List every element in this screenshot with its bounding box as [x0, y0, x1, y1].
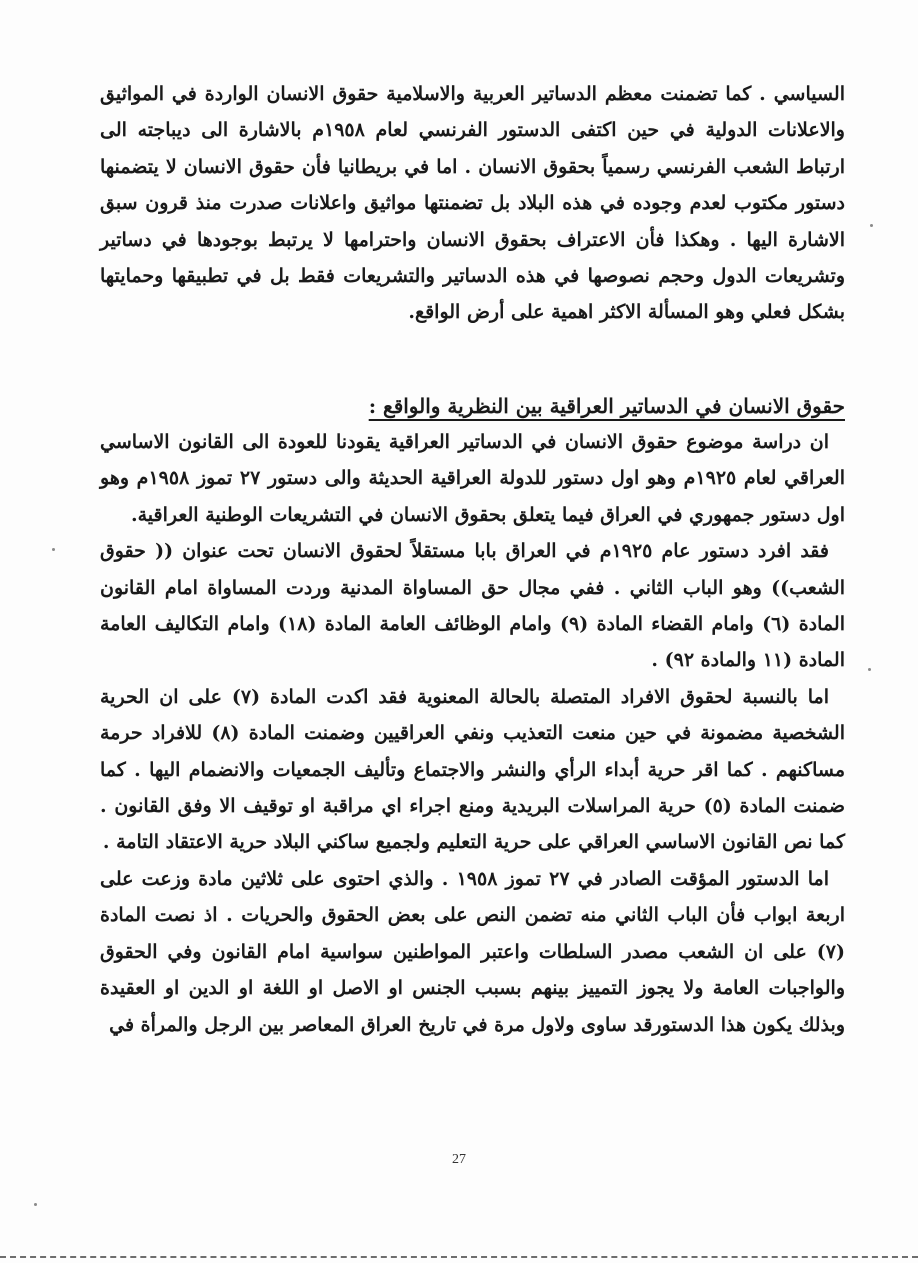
section-body [100, 424, 845, 1043]
scan-speck [868, 668, 871, 671]
body-paragraph-3: اما بالنسبة لحقوق الافراد المتصلة بالحالة المعنوية فقد اكدت المادة (٧) على ان الحرية الشخصية مضمونة في حين منعت التعذيب ونفي العراقيين وضمنت المادة (٨) للافراد حرمة مساكنهم . كما اقر حرية أبداء الرأي والنشر والاجتماع وتأليف الجمعيات والانضمام اليها . كما ضمنت المادة (٥) حرية المراسلات البريدية ومنع اجراء اي مراقبة او توقيف الا وفق القانون . كما نص القانون الاساسي العراقي على حرية التعليم ولجميع ساكني البلاد حرية الاعتقاد التامة . [100, 685, 846, 854]
page-number: 27 [452, 1152, 466, 1167]
scan-speck [52, 548, 55, 551]
body-paragraph-4: اما الدستور المؤقت الصادر في ٢٧ تموز ١٩٥٨ . والذي احتوى على ثلاثين مادة وزعت على اربعة ابواب فأن الباب الثاني منه تضمن النص على بعض الحقوق والحريات . اذ نصت المادة (٧) على ان الشعب مصدر السلطات واعتبر المواطنين سواسية امام القانون وفي الحقوق والواجبات العامة ولا يجوز التمييز بينهم بسبب الجنس او الاصل او اللغة او الدين او العقيدة وبذلك يكون هذا الدستورقد ساوى ولاول مرة في تاريخ العراق المعاصر بين الرجل والمرأة في [100, 867, 845, 1036]
scan-speck [34, 1203, 37, 1206]
body-paragraph-2: فقد افرد دستور عام ١٩٢٥م في العراق بابا مستقلاً لحقوق الانسان تحت عنوان (( حقوق الشعب)) وهو الباب الثاني . ففي مجال حق المساواة المدنية وردت المساواة امام القانون المادة (٦) وامام القضاء المادة (٩) وامام الوظائف العامة المادة (١٨) وامام التكاليف العامة المادة (١١ والمادة ٩٢) . [100, 540, 845, 672]
scan-edge-line [0, 1256, 918, 1258]
body-paragraph-1: ان دراسة موضوع حقوق الانسان في الدساتير العراقية يقودنا للعودة الى القانون الاساسي العراقي لعام ١٩٢٥م وهو اول دستور للدولة العراقية الحديثة والى دستور ٢٧ تموز ١٩٥٨م وهو اول دستور جمهوري في العراق فيما يتعلق بحقوق الانسان في التشريعات الوطنية العراقية. [100, 431, 846, 526]
section-heading: حقوق الانسان في الدساتير العراقية بين النظرية والواقع : [368, 394, 845, 418]
intro-paragraph-text: السياسي . كما تضمنت معظم الدساتير العربية والاسلامية حقوق الانسان الواردة في المواثيق والاعلانات الدولية في حين اكتفى الدستور الفرنسي لعام ١٩٥٨م بالاشارة الى ديباجته الى ارتباط الشعب الفرنسي رسمياً بحقوق الانسان . اما في بريطانيا فأن حقوق الانسان لا يتضمنها دستور مكتوب لعدم وجوده في هذه البلاد بل تضمنتها مواثيق واعلانات صدرت منذ قرون سبق الاشارة اليها . وهكذا فأن الاعتراف بحقوق الانسان واحترامها لا يرتبط بوجودها في دساتير وتشريعات الدول وحجم نصوصها في هذه الدساتير والتشريعات فقط بل في تطبيقها وحمايتها بشكل فعلي وهو المسألة الاكثر اهمية على أرض الواقع. [100, 83, 845, 324]
scan-speck [870, 224, 873, 227]
intro-paragraph [100, 76, 845, 331]
